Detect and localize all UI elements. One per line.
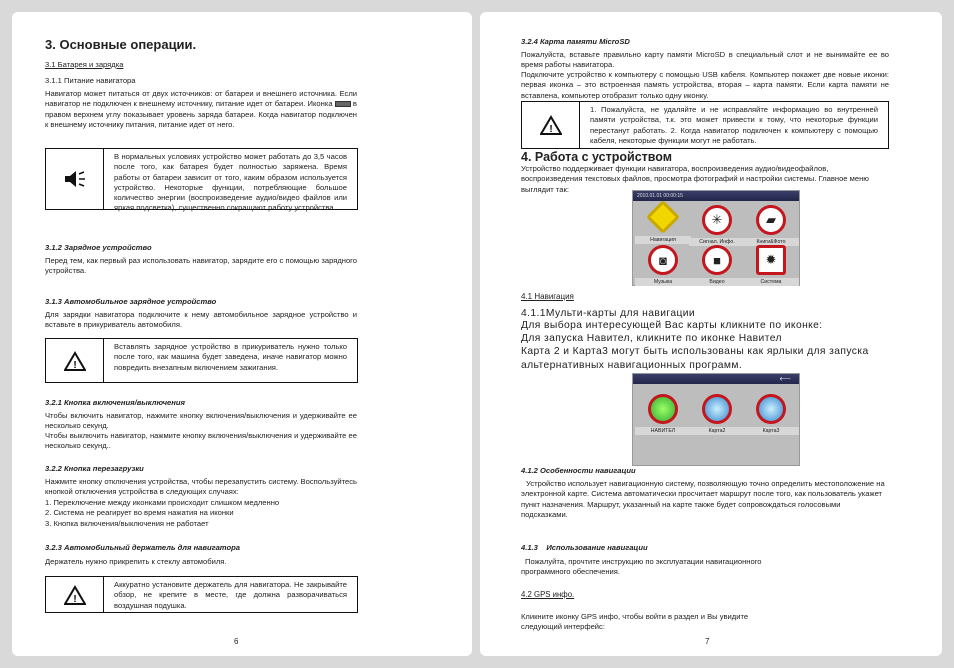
map-navitel bbox=[635, 394, 691, 435]
big-text-1: Для выбора интересующей Вас карты кликните по иконке: bbox=[521, 320, 823, 331]
para-3-2-3: Держатель нужно прикрепить к стеклу автомобиля. bbox=[45, 557, 227, 566]
status-bar: 2010.01.01 00:00:15 bbox=[633, 191, 799, 201]
main-menu-screenshot bbox=[632, 190, 800, 286]
list-item: 1. Переключение между иконками происходит слишком медленно bbox=[45, 498, 280, 507]
label: Навигация bbox=[635, 236, 691, 244]
warning-box bbox=[521, 101, 889, 149]
note-text: В нормальных условиях устройство может работать до 3,5 часов после того, как батарея будет полностью заряжена. Время работы от батареи зависит от того, каким образом используется устройство. Некоторые функции, потребляющие большое количество энергии (воспроизведение аудио/видео файлов или яркая подсветка), существенно сокращают работу устройства. bbox=[114, 152, 347, 213]
para-4: Устройство поддерживает функции навигатора, воспроизведения аудио/видеофайлов, воспроизведения текстовых файлов, просмотра фотографий и настройки системы. Главное меню выглядит так: bbox=[521, 164, 869, 194]
menu-signal-info bbox=[689, 205, 745, 246]
para-4-1-3: Пожалуйта, прочтите инструкцию по эксплуатации навигационного программного обеспечения. bbox=[521, 557, 762, 577]
para-3-2-1b: Чтобы выключить навигатор, нажмите кнопку включения/выключения и удерживайте ее несколько секунд.. bbox=[45, 431, 357, 451]
para-4-2: Кликните иконку GPS инфо, чтобы войти в раздел и Вы увидите следующий интерфейс: bbox=[521, 612, 749, 632]
label: Видео bbox=[689, 278, 745, 286]
label: Музыка bbox=[635, 278, 691, 286]
warning-box bbox=[45, 576, 358, 613]
svg-text:!: ! bbox=[72, 593, 77, 605]
page-6 bbox=[12, 12, 472, 656]
globe-icon bbox=[648, 394, 678, 424]
heading-3-1-2: 3.1.2 Зарядное устройство bbox=[45, 243, 152, 252]
menu-music bbox=[635, 245, 691, 286]
svg-text:!: ! bbox=[72, 359, 77, 371]
text: в правом верхнем углу показывает уровень заряда батареи. Когда навигатор подключен к внешнему источнику питания, питание идет от него. bbox=[45, 99, 357, 129]
speaker-icon bbox=[46, 149, 104, 209]
speaker-icon: ◙ bbox=[648, 245, 678, 275]
map-karta3 bbox=[743, 394, 799, 435]
globe-icon bbox=[702, 394, 732, 424]
section-title: 3. Основные операции. bbox=[45, 37, 197, 52]
heading-4-1-2: 4.1.2 Особенности навигации bbox=[521, 466, 636, 475]
note-box bbox=[45, 148, 358, 213]
gear-icon: ✹ bbox=[756, 245, 786, 275]
para-3-1-3: Для зарядки навигатора подключите к нему автомобильное зарядное устройство и вставьте в прикуриватель автомобиля. bbox=[45, 310, 357, 330]
label: Карта3 bbox=[743, 427, 799, 435]
menu-books-photo bbox=[743, 205, 799, 246]
page-number: 6 bbox=[234, 637, 239, 646]
warning-text: 1. Пожалуйста, не удаляйте и не исправляйте информацию во внутренней памяти устройства, т.к. это может привести к тому, что некоторые функции перестанут работать. 2. Когда навигатор подключен к компьютеру с помощью кабеля, некоторые функции могут не работать. bbox=[590, 105, 878, 145]
navigation-screenshot bbox=[632, 373, 800, 466]
heading-3-2-2: 3.2.2 Кнопка перезагрузки bbox=[45, 464, 144, 473]
label: НАВИТЕЛ bbox=[635, 427, 691, 435]
para-3-2-4a: Пожалуйста, вставьте правильно карту памяти MicroSD в специальный слот и не вынимайте ее во время работы навигатора. bbox=[521, 50, 889, 70]
heading-4-1-1: 4.1.1Мульти-карты для навигации bbox=[521, 308, 696, 319]
warning-box bbox=[45, 338, 358, 383]
svg-text:!: ! bbox=[548, 124, 553, 135]
warning-icon bbox=[46, 339, 104, 382]
page-number: 7 bbox=[705, 637, 710, 646]
menu-system bbox=[743, 245, 799, 286]
para-3-2-2: Нажмите кнопку отключения устройства, чтобы перезапустить систему. Воспользуйтесь кнопкой отключения устройства в следующих случаях: bbox=[45, 477, 357, 497]
big-text-2: Для запуска Навител, кликните по иконке Навител bbox=[521, 333, 782, 344]
heading-3-1: 3.1 Батарея и зарядка bbox=[45, 60, 124, 69]
heading-3-2-3: 3.2.3 Автомобильный держатель для навигатора bbox=[45, 543, 240, 552]
page-7 bbox=[480, 12, 942, 656]
label: Сигнал. Инфо. bbox=[689, 238, 745, 246]
menu-video bbox=[689, 245, 745, 286]
para-4-1-2: Устройство использует навигационную систему, позволяющую точно определить местоположение на электронной карте. Система автоматически просчитает маршрут после того, как пользователь укажет пункт назначения. Маршрут, указанный на карте также будет сопровождаться голосовыми подсказками. bbox=[521, 479, 885, 519]
para-3-2-4b: Подключите устройство к компьютеру с помощью USB кабеля. Компьютер покажет две новые иконки: первая иконка – это встроенная память устройства, вторая – карта памяти. Если карта памяти не вставлена, компьютер отобразит только одну иконку. bbox=[521, 70, 889, 100]
satellite-icon: ✳ bbox=[702, 205, 732, 235]
list-3-2-2 bbox=[45, 498, 279, 529]
label: Книги&Фото bbox=[743, 238, 799, 246]
label: Карта2 bbox=[689, 427, 745, 435]
label: Система bbox=[743, 278, 799, 286]
big-text-3: Карта 2 и Карта3 могут быть использованы как ярлыки для запуска альтернативных навигационных программ. bbox=[521, 346, 869, 371]
warning-icon bbox=[522, 102, 580, 148]
menu-navigation bbox=[635, 205, 691, 244]
camera-icon: ■ bbox=[702, 245, 732, 275]
section-title: 4. Работа с устройством bbox=[521, 150, 673, 164]
para-3-1-2: Перед тем, как первый раз использовать навигатор, зарядите его с помощью зарядного устройства. bbox=[45, 256, 357, 276]
globe-icon bbox=[646, 200, 680, 234]
list-item: 3. Кнопка включения/выключения не работает bbox=[45, 518, 209, 528]
book-icon: ▰ bbox=[756, 205, 786, 235]
heading-3-2-4: 3.2.4 Карта памяти MicroSD bbox=[521, 37, 630, 46]
globe-icon bbox=[756, 394, 786, 424]
para-3-2-1a: Чтобы включить навигатор, нажмите кнопку включения/выключения и удерживайте ее несколько секунд. bbox=[45, 411, 357, 431]
heading-3-2-1: 3.2.1 Кнопка включения/выключения bbox=[45, 398, 185, 407]
list-item: 2. Система не реагирует во время нажатия на иконки bbox=[45, 508, 234, 518]
battery-icon bbox=[335, 101, 351, 107]
heading-4-1-3: 4.1.3 Использование навигации bbox=[521, 543, 648, 552]
back-arrow-icon: ⟵ bbox=[633, 374, 799, 384]
heading-3-1-3: 3.1.3 Автомобильное зарядное устройство bbox=[45, 297, 217, 306]
warning-text: Вставлять зарядное устройство в прикуриватель нужно только после того, как машина будет заведена, иначе навигатор можно повредить внезапным включением зажигания. bbox=[114, 342, 347, 372]
para-3-1-1 bbox=[45, 89, 357, 130]
heading-4-2: 4.2 GPS инфо. bbox=[521, 590, 575, 599]
map-karta2 bbox=[689, 394, 745, 435]
warning-icon bbox=[46, 577, 104, 612]
text: Навигатор может питаться от двух источников: от батареи и внешнего источника. Если навигатор не подключен к внешнему источнику, питание идет от батареи. Иконка bbox=[45, 89, 357, 109]
heading-3-1-1: 3.1.1 Питание навигатора bbox=[45, 76, 136, 85]
heading-4-1: 4.1 Навигация bbox=[521, 292, 574, 301]
warning-text: Аккуратно установите держатель для навигатора. Не закрывайте обзор, не крепите в месте, где должна разворачиваться воздушная подушка. bbox=[114, 580, 347, 610]
